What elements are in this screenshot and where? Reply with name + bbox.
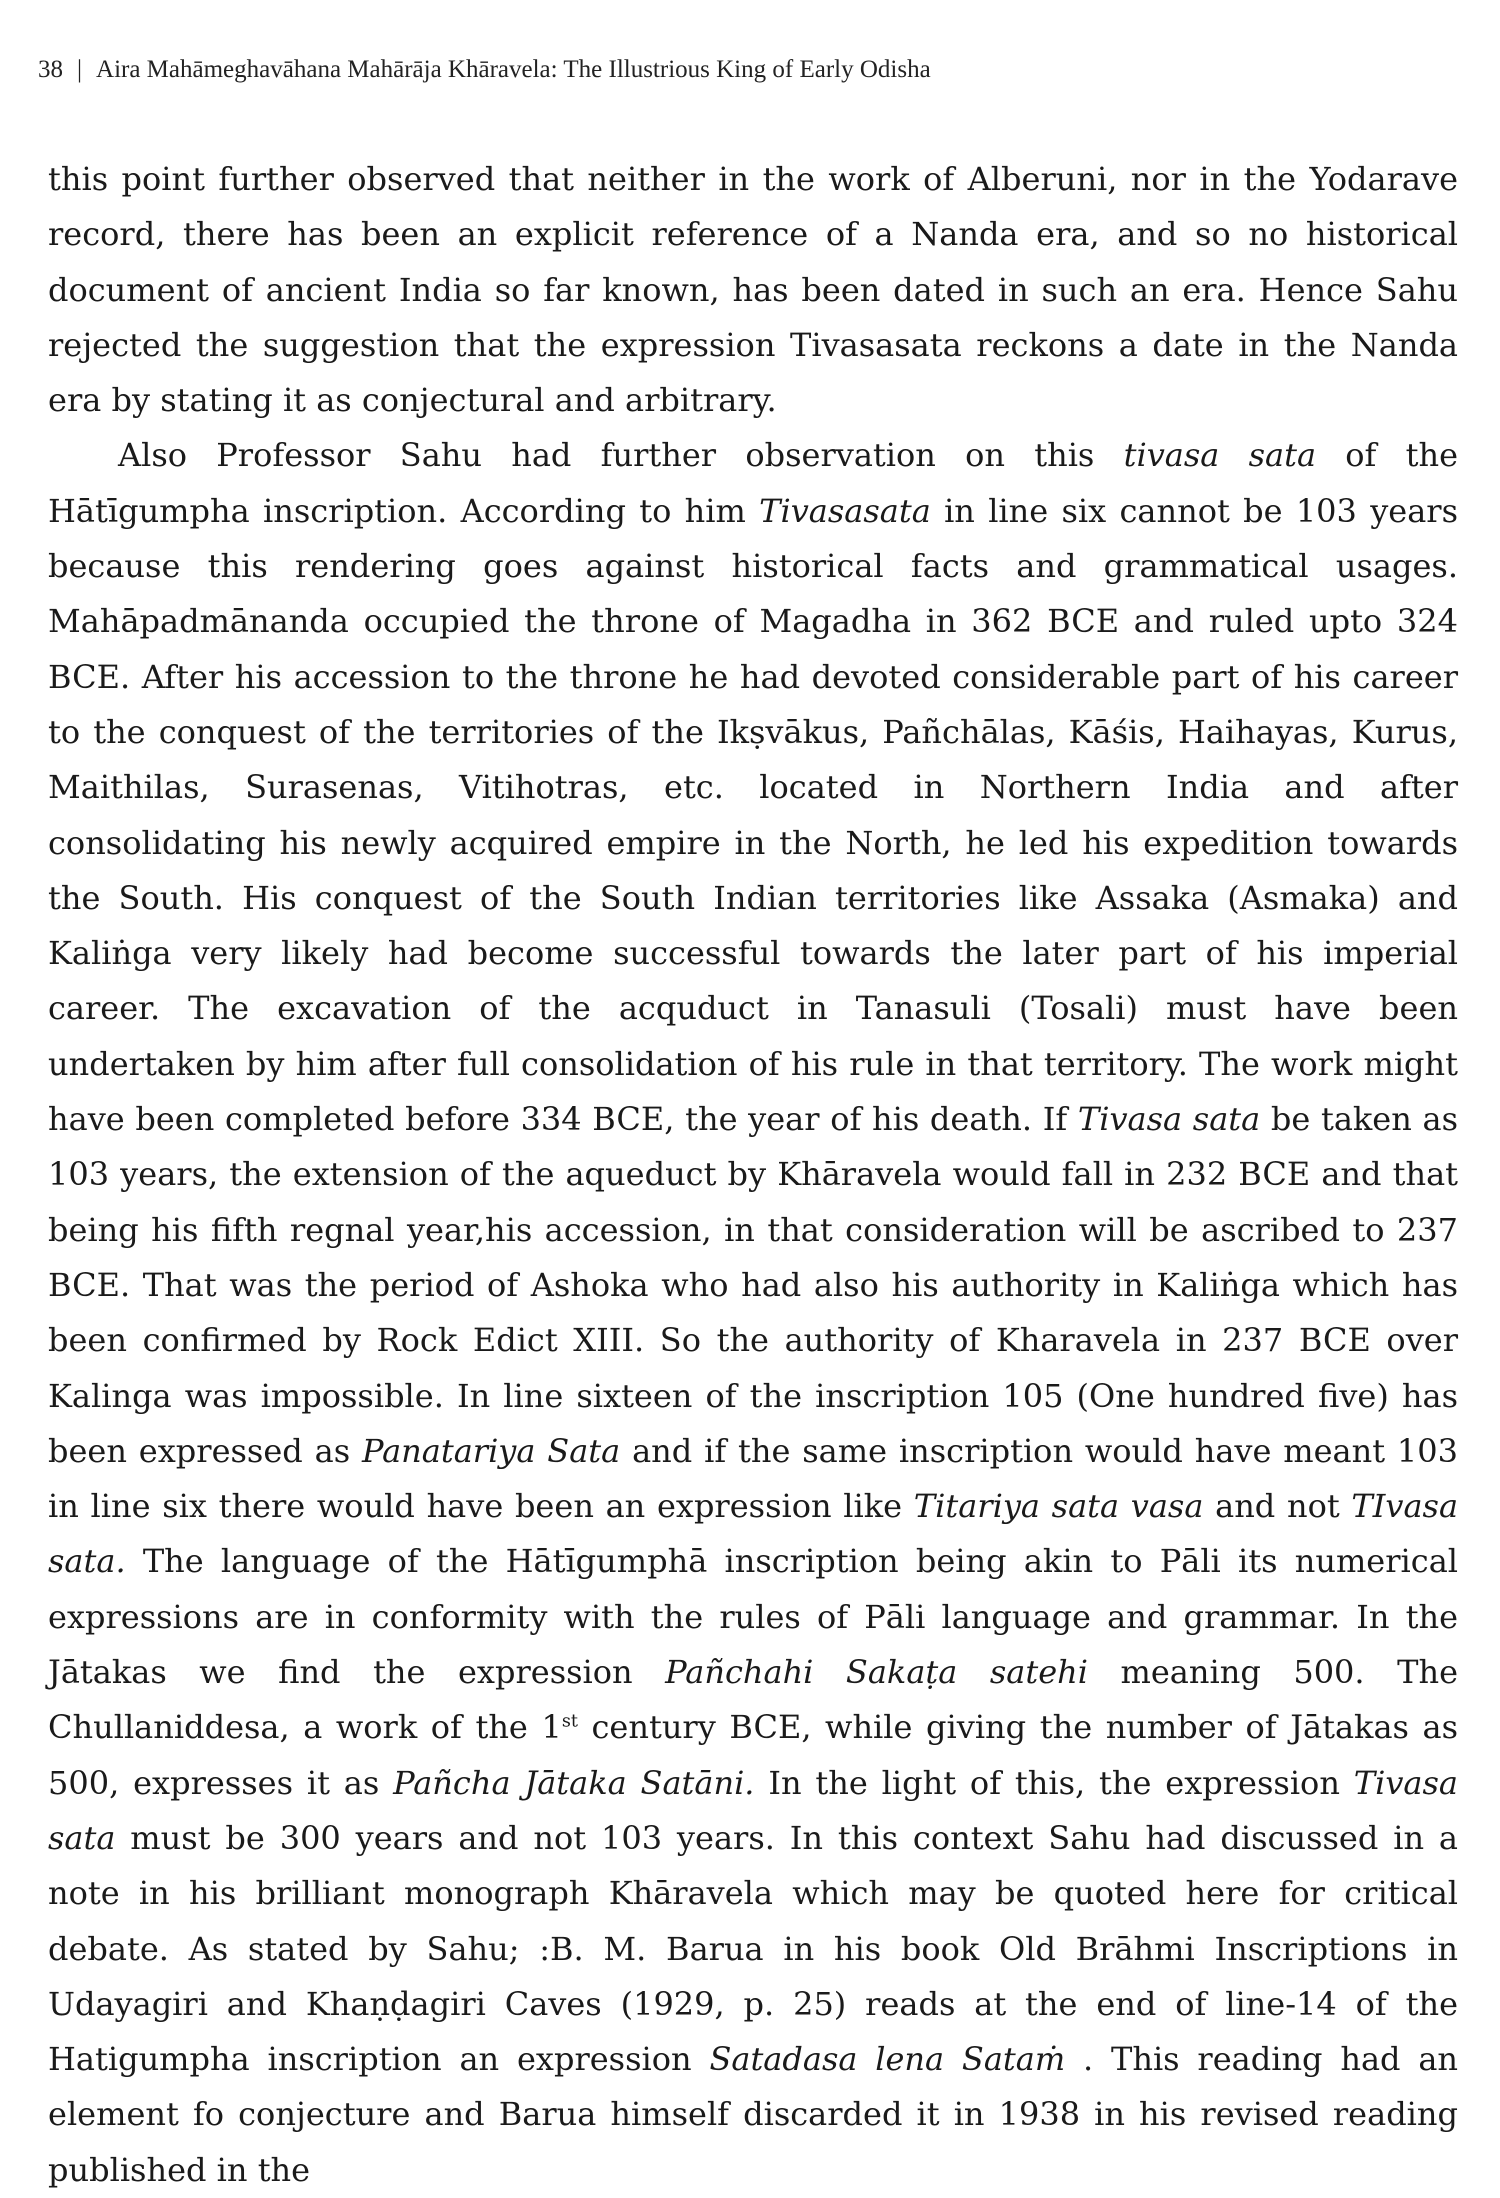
text-run: century BCE, while giving the number of Jātakas as 500, expresses it as	[48, 1708, 1459, 1802]
italic-term: tivasa sata	[1123, 436, 1317, 475]
italic-term: Pañcha Jātaka Satāni.	[393, 1763, 755, 1802]
text-run: The language of the Hātīgumphā inscription being akin to Pāli its numerical expressions are in conformity with the rules of Pāli language and grammar. In the Jātakas we find the expression	[48, 1542, 1458, 1692]
header-separator: |	[77, 56, 83, 83]
italic-term: Tivasasata	[759, 491, 931, 530]
body-text	[48, 152, 1458, 2198]
page-number: 38	[38, 56, 63, 83]
text-run: Also Professor Sahu had further observation on this	[118, 436, 1124, 475]
text-run: . This reading had an element fo conjecture and Barua himself discarded it in 1938 in his revised reading published in the	[48, 2040, 1459, 2189]
italic-term: TIvasa sata.	[48, 1487, 1459, 1581]
paragraph	[48, 152, 1458, 428]
italic-term: Tivasa sata	[1077, 1100, 1261, 1139]
text-run: and not	[1203, 1487, 1352, 1526]
paragraph	[48, 428, 1458, 2198]
text-run: in line six cannot be 103 years because this rendering goes against historical facts and grammatical usages. Mahāpadmānanda occupied the throne of Magadha in 362 BCE and ruled upto 324 BCE. After his accession to the throne he had devoted considerable part of his career to the conquest of the territories of the Ikṣvākus, Pañchālas, Kāśis, Haihayas, Kurus, Maithilas, Surasenas, Vitihotras, etc. located in Northern India and after consolidating his newly acquired empire in the North, he led his expedition towards the South. His conquest of the South Indian territories like Assaka (Asmaka) and Kaliṅga very likely had become successful towards the later part of his imperial career. The excavation of the acquduct in Tanasuli (Tosali) must have been undertaken by him after full consolidation of his rule in that territory. The work might have been completed before 334 BCE, the year of his death. If	[48, 491, 1459, 1139]
italic-term: Pañchahi Sakaṭa satehi	[665, 1653, 1088, 1692]
text-run: must be 300 years and not 103 years. In this context Sahu had discussed in a note in his brilliant monograph Khāravela which may be quoted here for critical debate. As stated by Sahu; :B. M. Barua in his book Old Brāhmi Inscriptions in Udayagiri and Khaṇḍagiri Caves (1929, p. 25) reads at the end of line-14 of the Hatigumpha inscription an expression	[48, 1818, 1458, 2079]
text-run: this point further observed that neither in the work of Alberuni, nor in the Yodarave record, there has been an explicit reference of a Nanda era, and so no historical document of ancient India so far known, has been dated in such an era. Hence Sahu rejected the suggestion that the expression Tivasasata reckons a date in the Nanda era by stating it as conjectural and arbitrary.	[48, 160, 1458, 420]
superscript: st	[561, 1711, 578, 1732]
italic-term: Satadasa lena Sataṁ	[709, 2040, 1066, 2079]
italic-term: Panatariya Sata	[361, 1431, 621, 1470]
running-header	[38, 56, 1458, 84]
text-run: be taken as 103 years, the extension of the aqueduct by Khāravela would fall in 232 BCE and that being his fifth regnal year,his accession, in that consideration will be ascribed to 237 BCE. That was the period of Ashoka who had also his authority in Kaliṅga which has been confirmed by Rock Edict XIII. So the authority of Kharavela in 237 BCE over Kalinga was impossible. In line sixteen of the inscription 105 (One hundred five) has been expressed as	[48, 1100, 1459, 1470]
italic-term: Titariya sata vasa	[913, 1487, 1204, 1526]
running-title: Aira Mahāmeghavāhana Mahārāja Khāravela: The Illustrious King of Early Odisha	[96, 56, 931, 83]
italic-term: Tivasa sata	[48, 1763, 1458, 1857]
text-run: meaning 500. The Chullaniddesa, a work of the 1	[48, 1653, 1459, 1747]
text-run: In the light of this, the expression	[754, 1763, 1354, 1802]
text-run: and if the same inscription would have meant 103 in line six there would have been an expression like	[48, 1431, 1459, 1526]
text-run: of the Hātīgumpha inscription. According to him	[48, 436, 1459, 530]
